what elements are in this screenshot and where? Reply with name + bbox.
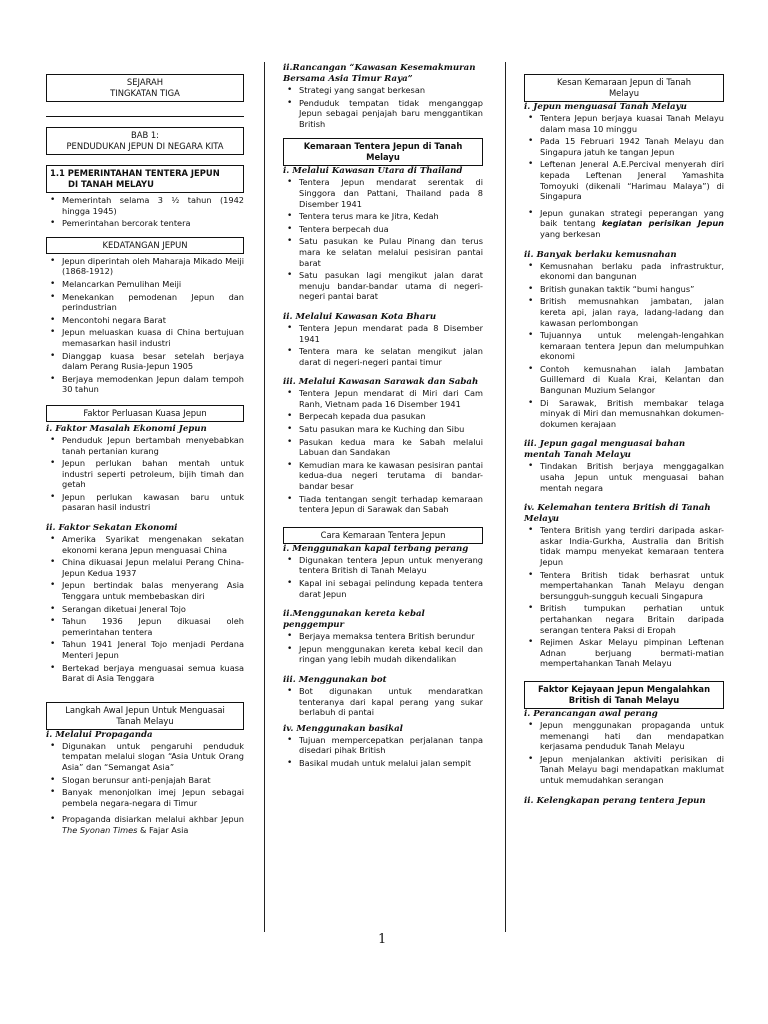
subheading: ii.Rancangan “Kawasan Kesemakmuran Bersama Asia Timur Raya” — [283, 63, 476, 84]
subject-title-box: SEJARAH TINGKATAN TIGA — [46, 74, 244, 102]
section-heading-box: Faktor Perluasan Kuasa Jepun — [46, 405, 244, 422]
list-item: • British memusnahkan jambatan, jalan kereta api, jalan raya, ladang-ladang dan kawasan perlombongan — [540, 296, 724, 328]
subheading: ii.Menggunakan kereta kebal penggempur — [283, 609, 425, 631]
subheading: i. Melalui Kawasan Utara di Thailand — [283, 166, 463, 177]
subheading: iii. Menggunakan bot — [283, 674, 387, 685]
bullet-list — [524, 261, 724, 430]
list-item: • Tentera mara ke selatan mengikut jalan darat di negeri-negeri pantai timur — [299, 346, 483, 367]
bullet-list — [524, 113, 724, 240]
list-item: • Satu pasukan ke Pulau Pinang dan terus mara ke selatan melalui pesisiran pantai barat — [299, 236, 483, 268]
list-item: • Bot digunakan untuk mendaratkan tenteranya dari kapal perang yang sukar berlabuh di pantai — [299, 686, 483, 718]
list-item: • Bertekad berjaya menguasai semua kuasa Barat di Asia Tenggara — [62, 663, 244, 684]
subheading: ii. Banyak berlaku kemusnahan — [524, 249, 677, 260]
bullet-list — [46, 256, 244, 395]
bullet-list — [283, 631, 483, 665]
list-item: • Pemerintahan bercorak tentera — [62, 218, 244, 229]
column-3 — [524, 0, 724, 807]
list-item: • Jepun menggunakan propaganda untuk memenangi hati dan mendapatkan kerjasama penduduk Tanah Melayu — [540, 720, 724, 752]
bullet-list — [46, 741, 244, 836]
bullet-list — [283, 686, 483, 718]
list-item: • Jepun perlukan kawasan baru untuk pasaran hasil industri — [62, 492, 244, 513]
list-item: • Serangan diketuai Jeneral Tojo — [62, 604, 244, 615]
bullet-list — [283, 85, 483, 129]
list-item: • Satu pasukan mara ke Kuching dan Sibu — [299, 424, 483, 435]
list-item: • Tahun 1941 Jeneral Tojo menjadi Perdana Menteri Jepun — [62, 639, 244, 660]
list-item: • Menekankan pemodenan Jepun dan perindustrian — [62, 292, 244, 313]
bullet-list — [283, 388, 483, 515]
list-item: • Contoh kemusnahan ialah Jambatan Guillemard di Kuala Krai, Kelantan dan Bangunan Muzium Selangor — [540, 364, 724, 396]
section-heading-box: Faktor Kejayaan Jepun Mengalahkan British di Tanah Melayu — [524, 681, 724, 709]
list-item: • Jepun perlukan bahan mentah untuk industri seperti petroleum, bijih timah dan getah — [62, 458, 244, 490]
list-item: • British tumpukan perhatian untuk pertahankan negara Britain daripada serangan tentera Paksi di Eropah — [540, 603, 724, 635]
list-item: • Satu pasukan lagi mengikut jalan darat menuju bandar-bandar utama di negeri-negeri pantai barat — [299, 270, 483, 302]
list-item: • Amerika Syarikat mengenakan sekatan ekonomi kerana Jepun menguasai China — [62, 534, 244, 555]
list-item: • Jepun diperintah oleh Maharaja Mikado Meiji (1868-1912) — [62, 256, 244, 277]
bullet-list — [524, 525, 724, 669]
bullet-list — [283, 555, 483, 599]
list-item: • Memerintah selama 3 ½ tahun (1942 hingga 1945) — [62, 195, 244, 216]
list-item: • Jepun gunakan strategi peperangan yang baik tentang kegiatan perisikan Jepun yang berkesan — [540, 208, 724, 240]
list-item: • Tentera berpecah dua — [299, 224, 483, 235]
chapter-title-box: BAB 1: PENDUDUKAN JEPUN DI NEGARA KITA — [46, 127, 244, 155]
subheading: i. Melalui Propaganda — [46, 729, 153, 740]
list-item: • Jepun bertindak balas menyerang Asia Tenggara untuk membebaskan diri — [62, 580, 244, 601]
list-item: • Tahun 1936 Jepun dikuasai oleh pemerintahan tentera — [62, 616, 244, 637]
column-2 — [283, 0, 483, 771]
list-item: • Digunakan untuk pengaruhi penduduk tempatan melalui slogan “Asia Untuk Orang Asia” dan “Semangat Asia” — [62, 741, 244, 773]
list-item: • Tentera Jepun mendarat pada 8 Disember 1941 — [299, 323, 483, 344]
section-heading-box: 1.1 PEMERINTAHAN TENTERA JEPUN DI TANAH MELAYU — [46, 165, 244, 193]
column-1 — [46, 0, 244, 838]
bullet-list — [46, 435, 244, 513]
list-item: • Jepun menggunakan kereta kebal kecil dan ringan yang lebih mudah dikendalikan — [299, 644, 483, 665]
subheading: i. Menggunakan kapal terbang perang — [283, 543, 469, 554]
list-item: • Slogan berunsur anti-penjajah Barat — [62, 775, 244, 786]
subheading: ii. Faktor Sekatan Ekonomi — [46, 523, 178, 534]
subheading: iv. Kelemahan tentera British di Tanah Melayu — [524, 503, 711, 525]
bullet-list — [46, 534, 244, 684]
list-item: • Mencontohi negara Barat — [62, 315, 244, 326]
list-item: • Berjaya memodenkan Jepun dalam tempoh 30 tahun — [62, 374, 244, 395]
subheading: i. Perancangan awal perang — [524, 708, 658, 719]
section-heading-box: Kesan Kemaraan Jepun di Tanah Melayu — [524, 74, 724, 102]
list-item: • Melancarkan Pemulihan Meiji — [62, 279, 244, 290]
subheading: iv. Menggunakan basikal — [283, 723, 403, 734]
list-item: • British gunakan taktik “bumi hangus” — [540, 284, 724, 295]
list-item: • Penduduk tempatan tidak menganggap Jepun sebagai penjajah baru menggantikan British — [299, 98, 483, 130]
list-item: • Tentera Jepun mendarat serentak di Singgora dan Pattani, Thailand pada 8 Disember 1941 — [299, 177, 483, 209]
subheading: iii. Jepun gagal menguasai bahan mentah Tanah Melayu — [524, 439, 686, 461]
subheading: i. Faktor Masalah Ekonomi Jepun — [46, 423, 207, 434]
list-item: • Tujuannya untuk melengah-lengahkan kemaraan tentera Jepun dan melumpuhkan ekonomi — [540, 330, 724, 362]
list-item: • Basikal mudah untuk melalui jalan sempit — [299, 758, 483, 769]
list-item: • Pada 15 Februari 1942 Tanah Melayu dan Singapura jatuh ke tangan Jepun — [540, 136, 724, 157]
list-item: • China dikuasai Jepun melalui Perang China-Jepun Kedua 1937 — [62, 557, 244, 578]
list-item: • Tiada tentangan sengit terhadap kemaraan tentera Jepun di Sarawak dan Sabah — [299, 494, 483, 515]
list-item: • Tindakan British berjaya menggagalkan usaha Jepun untuk menguasai bahan mentah negara — [540, 461, 724, 493]
bullet-list — [283, 177, 483, 302]
list-item: • Propaganda disiarkan melalui akhbar Jepun The Syonan Times & Fajar Asia — [62, 814, 244, 835]
list-item: • Berjaya memaksa tentera British berundur — [299, 631, 483, 642]
subheading: ii. Kelengkapan perang tentera Jepun — [524, 795, 706, 806]
list-item: • Tentera British yang terdiri daripada askar-askar India-Gurkha, Australia dan British tidak mampu menyekat kemaraan tentera Jepun — [540, 525, 724, 567]
section-heading-box: Kemaraan Tentera Jepun di Tanah Melayu — [283, 138, 483, 166]
list-item: • Tentera Jepun mendarat di Miri dari Cam Ranh, Vietnam pada 16 Disember 1941 — [299, 388, 483, 409]
list-item: • Di Sarawak, British membakar telaga minyak di Miri dan memusnahkan dokumen-dokumen kerajaan — [540, 398, 724, 430]
subheading: ii. Melalui Kawasan Kota Bharu — [283, 311, 437, 322]
list-item: • Kemusnahan berlaku pada infrastruktur, ekonomi dan bangunan — [540, 261, 724, 282]
section-heading-box: KEDATANGAN JEPUN — [46, 237, 244, 254]
list-item: • Kemudian mara ke kawasan pesisiran pantai kedua-dua negeri terutama di bandar-bandar besar — [299, 460, 483, 492]
list-item: • Tentera terus mara ke Jitra, Kedah — [299, 211, 483, 222]
subheading: i. Jepun menguasai Tanah Melayu — [524, 102, 687, 112]
bullet-list — [524, 461, 724, 493]
bullet-list — [283, 735, 483, 769]
list-item: • Tentera Jepun berjaya kuasai Tanah Melayu dalam masa 10 minggu — [540, 113, 724, 134]
list-item: • Berpecah kepada dua pasukan — [299, 411, 483, 422]
section-heading-box: Langkah Awal Jepun Untuk Menguasai Tanah Melayu — [46, 702, 244, 730]
list-item: • Jepun menjalankan aktiviti perisikan di Tanah Melayu bagi mendapatkan maklumat untuk memudahkan serangan — [540, 754, 724, 786]
list-item: • Jepun meluaskan kuasa di China bertujuan memasarkan hasil industri — [62, 327, 244, 348]
bullet-list — [283, 323, 483, 367]
section-heading-box: Cara Kemaraan Tentera Jepun — [283, 527, 483, 544]
list-item: • Penduduk Jepun bertambah menyebabkan tanah pertanian kurang — [62, 435, 244, 456]
column-divider — [505, 62, 506, 932]
column-divider — [264, 62, 265, 932]
bullet-list — [46, 195, 244, 229]
list-item: • Banyak menonjolkan imej Jepun sebagai pembela negara-negara di Timur — [62, 787, 244, 808]
bullet-list — [524, 720, 724, 786]
list-item: • Pasukan kedua mara ke Sabah melalui Labuan dan Sandakan — [299, 437, 483, 458]
list-item: • Kapal ini sebagai pelindung kepada tentera darat Jepun — [299, 578, 483, 599]
list-item: • Digunakan tentera Jepun untuk menyerang tentera British di Tanah Melayu — [299, 555, 483, 576]
list-item: • Tentera British tidak berhasrat untuk mempertahankan Tanah Melayu dengan bersungguh-sungguh kecuali Singapura — [540, 570, 724, 602]
page-number: 1 — [378, 932, 387, 947]
list-item: • Leftenan Jeneral A.E.Percival menyerah diri kepada Leftenan Jeneral Yamashita Tomoyuki (dikenali “Harimau Malaya”) di Singapura — [540, 159, 724, 201]
list-item: • Tujuan mempercepatkan perjalanan tanpa disedari pihak British — [299, 735, 483, 756]
subheading: iii. Melalui Kawasan Sarawak dan Sabah — [283, 377, 479, 388]
list-item: • Rejimen Askar Melayu pimpinan Leftenan Adnan berjuang bermati-matian mempertahankan Tanah Melayu — [540, 637, 724, 669]
list-item: • Dianggap kuasa besar setelah berjaya dalam Perang Rusia-Jepun 1905 — [62, 351, 244, 372]
divider — [46, 116, 244, 117]
list-item: • Strategi yang sangat berkesan — [299, 85, 483, 96]
